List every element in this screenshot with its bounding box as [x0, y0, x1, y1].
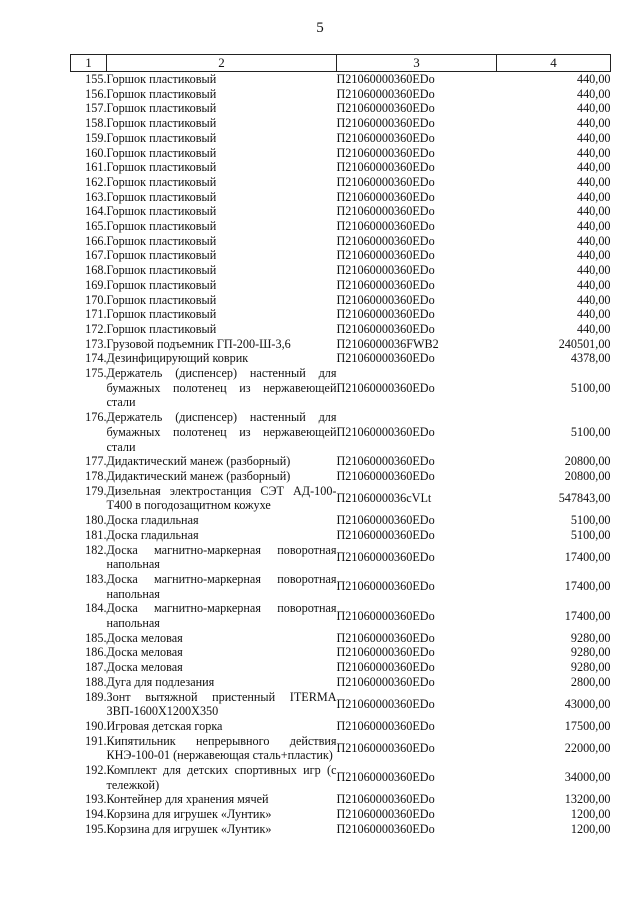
- table-row: [71, 248, 611, 263]
- item-price: 43000,00: [564, 696, 611, 711]
- table-row: [71, 160, 611, 175]
- item-name: Горшок пластиковый: [106, 101, 217, 116]
- item-code: П21060000360EDo: [336, 174, 435, 189]
- item-name: Корзина для игрушек «Лунтик»: [106, 821, 272, 836]
- item-price: 20800,00: [564, 468, 611, 483]
- item-name: Горшок пластиковый: [106, 263, 217, 278]
- row-number: 175.: [85, 366, 107, 381]
- row-number: 166.: [85, 233, 107, 248]
- row-number: 164.: [85, 204, 107, 219]
- item-name: Горшок пластиковый: [106, 321, 217, 336]
- item-price: 17400,00: [564, 608, 611, 623]
- column-header-code: 3: [337, 55, 497, 72]
- row-number: 174.: [85, 351, 107, 366]
- item-name: Корзина для игрушек «Лунтик»: [106, 807, 272, 822]
- table-row: [71, 734, 611, 763]
- row-number: 171.: [85, 307, 107, 322]
- item-code: П21060000360EDo: [336, 248, 435, 263]
- row-number: 180.: [85, 513, 107, 528]
- item-code: П21060000360EDo: [336, 86, 435, 101]
- row-number: 188.: [85, 674, 107, 689]
- item-name: Горшок пластиковый: [106, 86, 217, 101]
- item-name: Горшок пластиковый: [106, 292, 217, 307]
- row-number: 190.: [85, 718, 107, 733]
- item-name: Грузовой подъемник ГП-200-Ш-3,6: [106, 336, 291, 351]
- item-name: Доска гладильная: [106, 527, 199, 542]
- item-code: П21060000360EDo: [336, 527, 435, 542]
- item-price: 440,00: [576, 72, 611, 86]
- item-code: П21060000360EDo: [336, 579, 435, 594]
- item-price: 5100,00: [570, 513, 611, 528]
- table-row: [71, 307, 611, 322]
- item-name: Горшок пластиковый: [106, 116, 217, 131]
- table-row: [71, 278, 611, 293]
- item-price: 440,00: [576, 130, 611, 145]
- table-row: [71, 293, 611, 308]
- item-code: П21060000360EDo: [336, 145, 435, 160]
- item-price: 5100,00: [570, 380, 611, 395]
- row-number: 157.: [85, 101, 107, 116]
- row-number: 185.: [85, 630, 107, 645]
- table-row: [71, 645, 611, 660]
- item-code: П21060000360EDo: [336, 189, 435, 204]
- row-number: 177.: [85, 454, 107, 469]
- row-number: 178.: [85, 468, 107, 483]
- item-name: Горшок пластиковый: [106, 219, 217, 234]
- item-price: 440,00: [576, 101, 611, 116]
- item-code: П21060000360EDo: [336, 807, 435, 822]
- item-code: П21060000360EDo: [336, 645, 435, 660]
- row-number: 181.: [85, 527, 107, 542]
- item-code: П21060000360EDo: [336, 351, 435, 366]
- item-price: 440,00: [576, 145, 611, 160]
- item-price: 440,00: [576, 248, 611, 263]
- item-name: Доска магнитно-маркерная поворотная напольная: [106, 571, 337, 601]
- item-code: П21060000360EDo: [336, 608, 435, 623]
- table-row: [71, 807, 611, 822]
- item-price: 240501,00: [558, 336, 611, 351]
- item-name: Горшок пластиковый: [106, 307, 217, 322]
- table-row: [71, 351, 611, 366]
- row-number: 160.: [85, 145, 107, 160]
- row-number: 172.: [85, 321, 107, 336]
- table-row: [71, 528, 611, 543]
- row-number: 191.: [85, 733, 107, 748]
- item-price: 9280,00: [570, 660, 611, 675]
- item-code: П21060000360EDo: [336, 513, 435, 528]
- item-code: П21060000360EDo: [336, 277, 435, 292]
- item-code: П21060000360EDo: [336, 549, 435, 564]
- item-price: 440,00: [576, 219, 611, 234]
- table-row: [71, 469, 611, 484]
- table-row: [71, 484, 611, 513]
- item-code: П21060000360EDo: [336, 263, 435, 278]
- table-row: [71, 101, 611, 116]
- row-number: 189.: [85, 689, 107, 704]
- item-code: П21060000360EDo: [336, 770, 435, 785]
- row-number: 192.: [85, 763, 107, 778]
- item-name: Держатель (диспенсер) настенный для бумажных полотенец из нержавеющей стали: [106, 410, 337, 454]
- item-price: 440,00: [576, 204, 611, 219]
- row-number: 165.: [85, 219, 107, 234]
- row-number: 179.: [85, 483, 107, 498]
- row-number: 176.: [85, 410, 107, 425]
- row-number: 184.: [85, 601, 107, 616]
- item-code: П21060000360EDo: [336, 160, 435, 175]
- table-header: [71, 55, 611, 72]
- table-row: [71, 792, 611, 807]
- item-name: Доска меловая: [106, 660, 183, 675]
- item-price: 2800,00: [570, 674, 611, 689]
- item-name: Дезинфицирующий коврик: [106, 351, 249, 366]
- table-row: [71, 454, 611, 469]
- row-number: 159.: [85, 130, 107, 145]
- table-row: [71, 87, 611, 102]
- row-number: 193.: [85, 792, 107, 807]
- column-header-price: 4: [497, 55, 611, 72]
- row-number: 194.: [85, 807, 107, 822]
- table-row: [71, 204, 611, 219]
- item-price: 440,00: [576, 189, 611, 204]
- table-row: [71, 601, 611, 630]
- item-code: П21060000360EDo: [336, 116, 435, 131]
- item-name: Дуга для подлезания: [106, 674, 215, 689]
- item-name: Доска меловая: [106, 630, 183, 645]
- table-row: [71, 513, 611, 528]
- table-row: [71, 763, 611, 792]
- row-number: 173.: [85, 336, 107, 351]
- item-code: П21060000360EDo: [336, 233, 435, 248]
- item-price: 440,00: [576, 307, 611, 322]
- item-code: П21060000360EDo: [336, 292, 435, 307]
- item-code: П21060000360EDo: [336, 674, 435, 689]
- table-row: [71, 131, 611, 146]
- item-code: П21060000360EDo: [336, 424, 435, 439]
- item-price: 1200,00: [570, 807, 611, 822]
- item-name: Горшок пластиковый: [106, 277, 217, 292]
- item-price: 9280,00: [570, 645, 611, 660]
- item-price: 440,00: [576, 233, 611, 248]
- item-price: 440,00: [576, 116, 611, 131]
- item-price: 440,00: [576, 160, 611, 175]
- item-price: 17400,00: [564, 579, 611, 594]
- item-price: 34000,00: [564, 770, 611, 785]
- item-name: Горшок пластиковый: [106, 160, 217, 175]
- item-code: П21060000360EDo: [336, 72, 435, 86]
- item-code: П21060000360EDo: [336, 660, 435, 675]
- item-price: 22000,00: [564, 740, 611, 755]
- item-name: Горшок пластиковый: [106, 189, 217, 204]
- page-number: 5: [316, 20, 324, 36]
- item-name: Кипятильник непрерывного действия КНЭ-100-01 (нержавеющая сталь+пластик): [106, 733, 337, 763]
- table-row: [71, 660, 611, 675]
- row-number: 156.: [85, 86, 107, 101]
- item-name: Доска магнитно-маркерная поворотная напольная: [106, 601, 337, 631]
- row-number: 170.: [85, 292, 107, 307]
- row-number: 186.: [85, 645, 107, 660]
- row-number: 195.: [85, 821, 107, 836]
- item-code: П21060000360EDo: [336, 321, 435, 336]
- item-name: Горшок пластиковый: [106, 204, 217, 219]
- row-number: 187.: [85, 660, 107, 675]
- item-price: 5100,00: [570, 424, 611, 439]
- row-number: 155.: [85, 72, 107, 86]
- table-row: [71, 175, 611, 190]
- table-row: [71, 322, 611, 337]
- table-body: [71, 72, 611, 837]
- item-price: 440,00: [576, 321, 611, 336]
- row-number: 163.: [85, 189, 107, 204]
- item-name: Горшок пластиковый: [106, 130, 217, 145]
- item-price: 547843,00: [558, 491, 611, 506]
- item-code: П21060000360EDo: [336, 130, 435, 145]
- item-name: Доска магнитно-маркерная поворотная напольная: [106, 542, 337, 572]
- item-name: Горшок пластиковый: [106, 145, 217, 160]
- item-price: 4378,00: [570, 351, 611, 366]
- table-row: [71, 690, 611, 719]
- item-name: Доска меловая: [106, 645, 183, 660]
- item-code: П21060000360EDo: [336, 821, 435, 836]
- item-code: П2106000036cVLt: [336, 491, 432, 506]
- row-number: 162.: [85, 174, 107, 189]
- item-name: Комплект для детских спортивных игр (с тележкой): [106, 763, 337, 792]
- item-name: Горшок пластиковый: [106, 72, 217, 86]
- item-name: Держатель (диспенсер) настенный для бумажных полотенец из нержавеющей стали: [106, 366, 337, 410]
- item-price: 440,00: [576, 277, 611, 292]
- item-price: 20800,00: [564, 454, 611, 469]
- item-price: 1200,00: [570, 821, 611, 836]
- item-name: Дидактический манеж (разборный): [106, 468, 291, 483]
- item-name: Горшок пластиковый: [106, 233, 217, 248]
- item-price: 17400,00: [564, 549, 611, 564]
- asset-table: [70, 54, 611, 837]
- item-price: 440,00: [576, 174, 611, 189]
- table-row: [71, 366, 611, 410]
- item-price: 13200,00: [564, 792, 611, 807]
- row-number: 161.: [85, 160, 107, 175]
- table-row: [71, 263, 611, 278]
- row-number: 183.: [85, 571, 107, 586]
- table-row: [71, 675, 611, 690]
- row-number: 182.: [85, 542, 107, 557]
- table-row: [71, 190, 611, 205]
- item-code: П2106000036FWB2: [336, 336, 439, 351]
- item-name: Доска гладильная: [106, 513, 199, 528]
- table-row: [71, 72, 611, 87]
- item-code: П21060000360EDo: [336, 468, 435, 483]
- item-code: П21060000360EDo: [336, 696, 435, 711]
- row-number: 168.: [85, 263, 107, 278]
- table-row: [71, 146, 611, 161]
- table-row: [71, 822, 611, 837]
- item-price: 440,00: [576, 292, 611, 307]
- item-name: Зонт вытяжной пристенный ITERMA ЗВП-1600X1200X350: [106, 689, 337, 719]
- column-header-name: 2: [107, 55, 337, 72]
- item-code: П21060000360EDo: [336, 454, 435, 469]
- item-code: П21060000360EDo: [336, 101, 435, 116]
- row-number: 167.: [85, 248, 107, 263]
- table-row: [71, 337, 611, 352]
- item-code: П21060000360EDo: [336, 307, 435, 322]
- item-name: Контейнер для хранения мячей: [106, 792, 269, 807]
- table-row: [71, 543, 611, 572]
- item-price: 17500,00: [564, 718, 611, 733]
- item-code: П21060000360EDo: [336, 219, 435, 234]
- table-row: [71, 116, 611, 131]
- item-code: П21060000360EDo: [336, 740, 435, 755]
- item-code: П21060000360EDo: [336, 718, 435, 733]
- item-name: Дизельная электростанция СЭТ АД-100-Т400 в погодозащитном кожухе: [106, 483, 337, 513]
- item-name: Горшок пластиковый: [106, 248, 217, 263]
- item-code: П21060000360EDo: [336, 204, 435, 219]
- column-header-number: 1: [71, 55, 107, 72]
- table-row: [71, 631, 611, 646]
- item-name: Дидактический манеж (разборный): [106, 454, 291, 469]
- table-row: [71, 219, 611, 234]
- table-row: [71, 572, 611, 601]
- item-price: 440,00: [576, 263, 611, 278]
- table-row: [71, 719, 611, 734]
- table-row: [71, 234, 611, 249]
- item-price: 9280,00: [570, 630, 611, 645]
- item-name: Горшок пластиковый: [106, 174, 217, 189]
- item-price: 440,00: [576, 86, 611, 101]
- item-code: П21060000360EDo: [336, 380, 435, 395]
- row-number: 158.: [85, 116, 107, 131]
- item-code: П21060000360EDo: [336, 792, 435, 807]
- item-code: П21060000360EDo: [336, 630, 435, 645]
- table-row: [71, 410, 611, 454]
- item-name: Игровая детская горка: [106, 718, 223, 733]
- item-price: 5100,00: [570, 527, 611, 542]
- row-number: 169.: [85, 277, 107, 292]
